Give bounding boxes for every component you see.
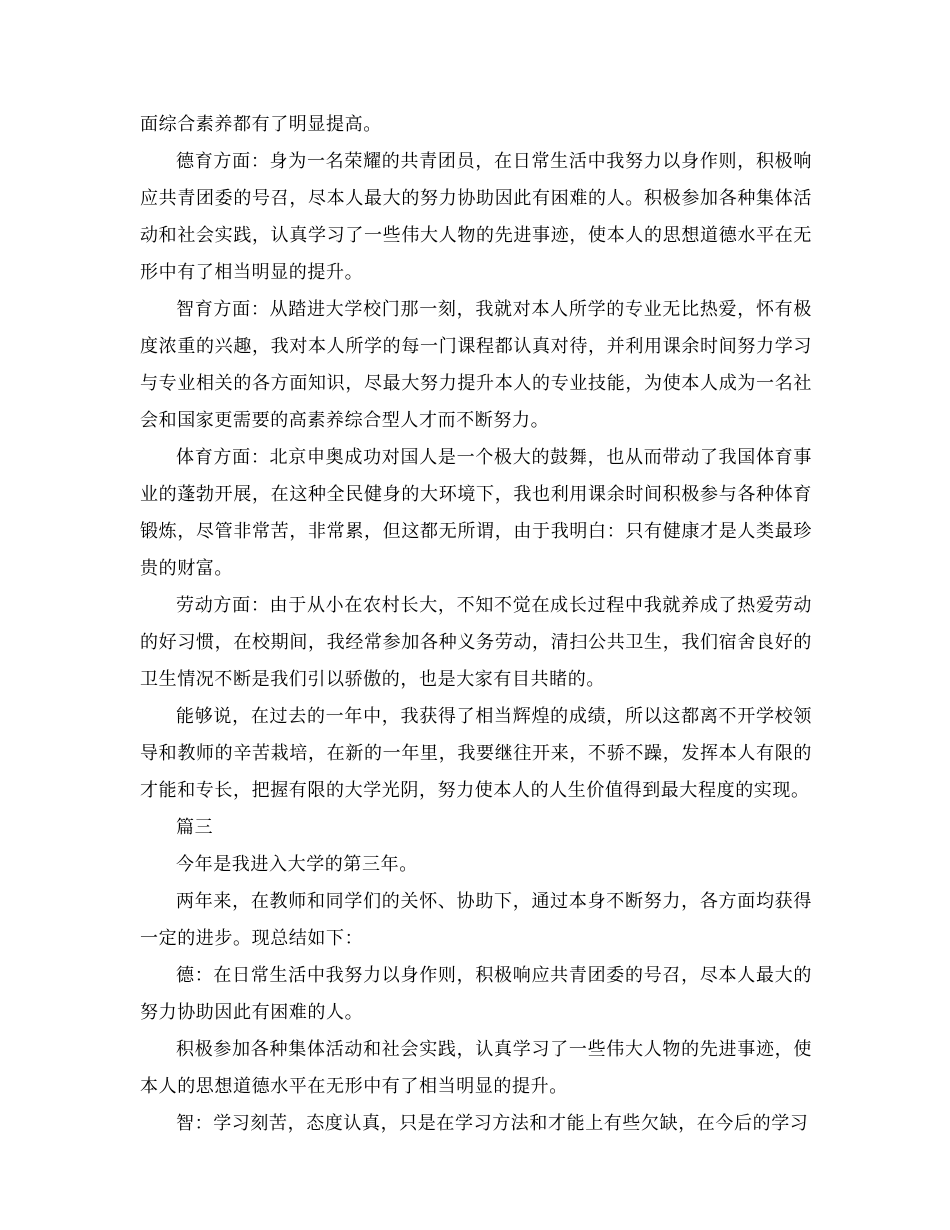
section-heading: 篇三: [176, 817, 214, 838]
paragraph-moral: 德：在日常生活中我努力以身作则，积极响应共青团委的号召，尽本人最大的努力协助因此有困难的人。: [140, 965, 812, 1023]
paragraph-intellect: 智：学习刻苦，态度认真，只是在学习方法和才能上有些欠缺，在今后的学习: [176, 1113, 809, 1134]
paragraph-intellectual-education: 智育方面：从踏进大学校门那一刻，我就对本人所学的专业无比热爱，怀有极度浓重的兴趣，我对本人所学的每一门课程都认真对待，并利用课余时间努力学习与专业相关的各方面知识，尽最大努力提升本人的专业技能，为使本人成为一名社会和国家更需要的高素养综合型人才而不断努力。: [140, 299, 812, 431]
paragraph-continued: 面综合素养都有了明显提高。: [140, 114, 382, 135]
paragraph-overview: 两年来，在教师和同学们的关怀、协助下，通过本身不断努力，各方面均获得一定的进步。现总结如下：: [140, 891, 812, 949]
paragraph-activities: 积极参加各种集体活动和社会实践，认真学习了一些伟大人物的先进事迹，使本人的思想道德水平在无形中有了相当明显的提升。: [140, 1039, 812, 1097]
paragraph-summary: 能够说，在过去的一年中，我获得了相当辉煌的成绩，所以这都离不开学校领导和教师的辛苦栽培，在新的一年里，我要继往开来，不骄不躁，发挥本人有限的才能和专长，把握有限的大学光阴，努力使本人的人生价值得到最大程度的实现。: [140, 706, 812, 801]
paragraph-physical-education: 体育方面：北京申奥成功对国人是一个极大的鼓舞，也从而带动了我国体育事业的蓬勃开展，在这种全民健身的大环境下，我也利用课余时间积极参与各种体育锻炼，尽管非常苦，非常累，但这都无所谓，由于我明白：只有健康才是人类最珍贵的财富。: [140, 447, 812, 579]
document-body: [140, 106, 812, 1142]
paragraph-labor-education: 劳动方面：由于从小在农村长大，不知不觉在成长过程中我就养成了热爱劳动的好习惯，在校期间，我经常参加各种义务劳动，清扫公共卫生，我们宿舍良好的卫生情况不断是我们引以骄傲的，也是大家有目共睹的。: [140, 595, 812, 690]
paragraph-intro: 今年是我进入大学的第三年。: [176, 854, 418, 875]
paragraph-moral-education: 德育方面：身为一名荣耀的共青团员，在日常生活中我努力以身作则，积极响应共青团委的号召，尽本人最大的努力协助因此有困难的人。积极参加各种集体活动和社会实践，认真学习了一些伟大人物的先进事迹，使本人的思想道德水平在无形中有了相当明显的提升。: [140, 151, 812, 283]
